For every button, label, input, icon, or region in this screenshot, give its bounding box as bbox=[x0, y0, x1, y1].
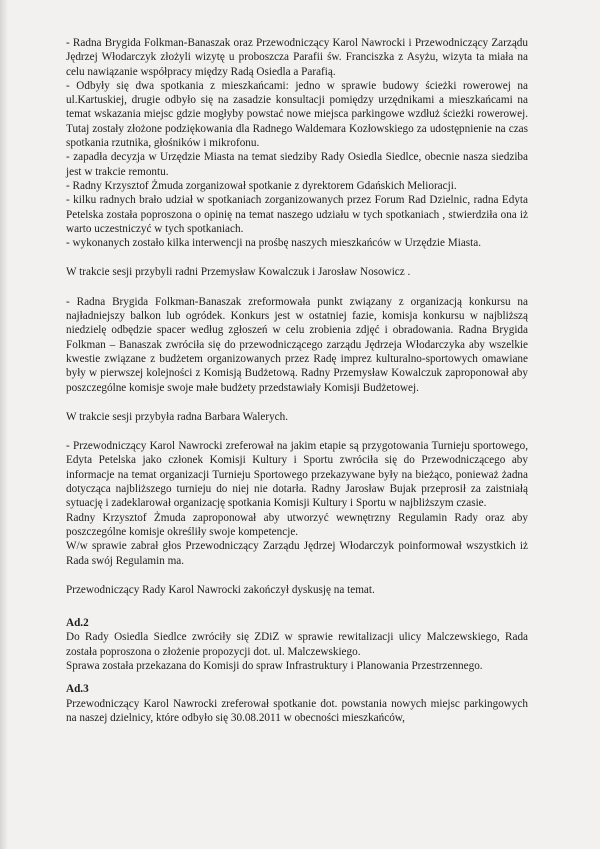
document-paragraph: - Radna Brygida Folkman-Banaszak zreformowała punkt związany z organizacją konkursu na najładniejszy balkon lub ogródek. Konkurs jest w ostatniej fazie, komisja konkursu w najbliższą niedzielę odbędzie spacer według zgłoszeń w celu zrobienia zdjęć i obradowania. Radna Brygida Folkman – Banaszak zwróciła się do przewodniczącego zarządu Jędrzeja Włodarczyka aby wszelkie kwestie związane z budżetem organizowanych przez Radę imprez kulturalno-sportowych omawiane były w pierwszej kolejności z Komisją Budżetową. Radny Przemysław Kowalczuk zaproponował aby poszczególne komisje swoje małe budżety przedstawiały Komisji Budżetowej. bbox=[66, 295, 528, 394]
paragraph-spacer bbox=[66, 424, 528, 439]
paragraph-spacer bbox=[66, 250, 528, 265]
paragraph-spacer bbox=[66, 597, 528, 616]
section-heading: Ad.3 bbox=[66, 683, 89, 696]
document-paragraph: Przewodniczący Karol Nawrocki zreferował spotkanie dot. powstania nowych miejsc parkingowych na naszej dzielnicy, które odbyło się 30.08.2011 w obecności mieszkańców, bbox=[66, 697, 528, 724]
document-paragraph: - Przewodniczący Karol Nawrocki zreferował na jakim etapie są przygotowania Turnieju sportowego, Edyta Petelska jako członek Komisji Kultury i Sportu zwróciła się do Przewodniczącego aby informacje na temat organizacji Turnieju Sportowego przekazywane były na bieżąco, ponieważ żadna dotycząca najbliższego turnieju do niej nie dotarła. Radny Jarosław Bujak przeprosił za zaistniałą sytuację i zadeklarował organizację spotkania Komisji Kultury i Sportu w najbliższym czasie. bbox=[66, 440, 528, 510]
document-paragraph: - kilku radnych brało udział w spotkaniach zorganizowanych przez Forum Rad Dzielnic, radna Edyta Petelska została poproszona o opinię na temat naszego udziału w tych spotkaniach , stwierdziła ona iż warto uczestniczyć w tych spotkaniach. bbox=[66, 194, 528, 235]
document-paragraph: - Radna Brygida Folkman-Banaszak oraz Przewodniczący Karol Nawrocki i Przewodniczący Zarządu Jędrzej Włodarczyk złożyli wizytę u proboszcza Parafii św. Franciszka z Asyżu, wizyta ta miała na celu nawiązanie współpracy między Radą Osiedla a Parafią. bbox=[66, 37, 528, 78]
paragraph-spacer bbox=[66, 395, 528, 410]
paragraph-spacer bbox=[66, 673, 528, 682]
document-paragraph: - zapadła decyzja w Urzędzie Miasta na temat siedziby Rady Osiedla Siedlce, obecnie nasza siedziba jest w trakcie remontu. bbox=[66, 151, 528, 178]
document-body bbox=[66, 36, 528, 725]
document-paragraph: W/w sprawie zabrał głos Przewodniczący Zarządu Jędrzej Włodarczyk poinformował wszystkich iż Rada swój Regulamin ma. bbox=[66, 540, 528, 567]
document-paragraph: - Odbyły się dwa spotkania z mieszkańcami: jedno w sprawie budowy ścieżki rowerowej na ul.Kartuskiej, drugie odbyło się na zasadzie konsultacji pomiędzy urzędnikami a mieszkańcami na temat wskazania miejsc gdzie mogłyby powstać nowe miejsca parkingowe wzdłuż ścieżki rowerowej. Tutaj zostały złożone podziękowania dla Radnego Waldemara Kozłowskiego za udostępnienie na czas spotkania rzutnika, głośników i mikrofonu. bbox=[66, 79, 528, 150]
document-paragraph: Radny Krzysztof Żmuda zaproponował aby utworzyć wewnętrzny Regulamin Rady oraz aby poszczególne komisje określiły swoje kompetencje. bbox=[66, 511, 528, 538]
document-paragraph: - Radny Krzysztof Żmuda zorganizował spotkanie z dyrektorem Gdańskich Melioracji. bbox=[66, 179, 457, 192]
section-heading: Ad.2 bbox=[66, 617, 89, 630]
document-paragraph: W trakcie sesji przybyli radni Przemysław Kowalczuk i Jarosław Nosowicz . bbox=[66, 266, 411, 279]
scan-fold-shadow bbox=[0, 0, 8, 849]
document-paragraph: W trakcie sesji przybyła radna Barbara Walerych. bbox=[66, 410, 289, 423]
paragraph-spacer bbox=[66, 568, 528, 583]
document-paragraph: Sprawa została przekazana do Komisji do spraw Infrastruktury i Planowania Przestrzennego. bbox=[66, 659, 483, 672]
document-paragraph: Przewodniczący Rady Karol Nawrocki zakończył dyskusję na temat. bbox=[66, 583, 375, 596]
paragraph-spacer bbox=[66, 280, 528, 295]
document-paragraph: Do Rady Osiedla Siedlce zwróciły się ZDiZ w sprawie rewitalizacji ulicy Malczewskiego, Rada została poproszona o złożenie propozycji dot. ul. Malczewskiego. bbox=[66, 631, 528, 658]
document-paragraph: - wykonanych zostało kilka interwencji na prośbę naszych mieszkańców w Urzędzie Miasta. bbox=[66, 237, 482, 250]
